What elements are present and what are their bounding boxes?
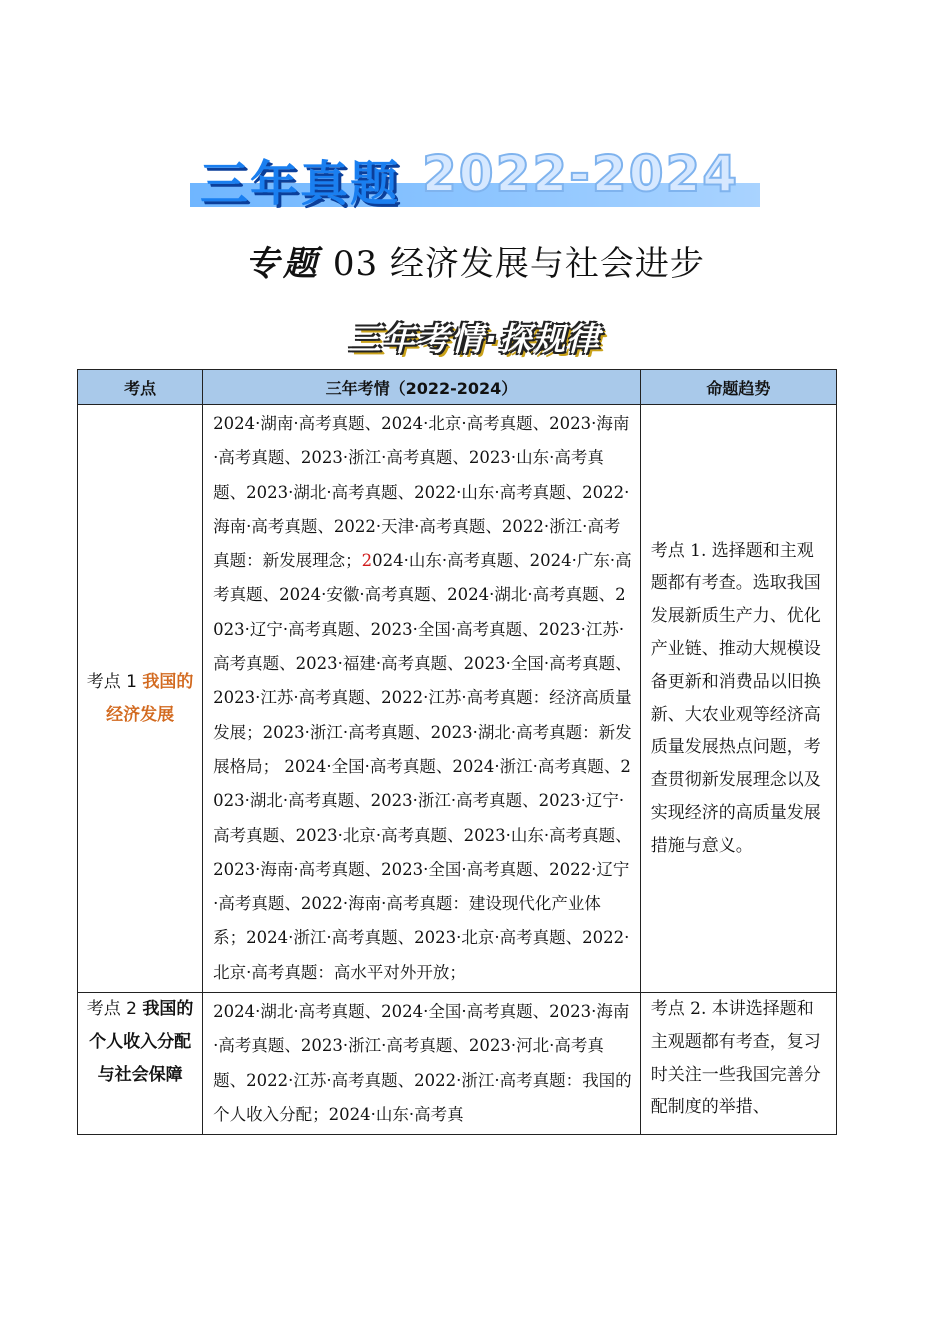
topic-prefix: 考点 2 (86, 999, 143, 1020)
title-prefix: 专题 (245, 244, 322, 284)
header-topic: 考点 (78, 370, 203, 405)
trend-cell: 考点 1. 选择题和主观题都有考查。选取我国发展新质生产力、优化产业链、推动大规模设备更新和消费品以旧换新、大农业观等经济高质量发展热点问题，考查贯彻新发展理念以及实现经济的高质量发展措施与意义。 (640, 405, 836, 993)
table-header-row (78, 370, 837, 405)
topic-prefix: 考点 1 (86, 671, 143, 692)
title-banner (190, 145, 760, 212)
trend-cell: 考点 2. 本讲选择题和主观题都有考查，复习时关注一些我国完善分配制度的举措、 (640, 993, 836, 1135)
exams-text-continued: 024·山东·高考真题、2024·广东·高考真题、2024·安徽·高考真题、2024·湖北·高考真题、2023·辽宁·高考真题、2023·全国·高考真题、2023·江苏·高考真题、2023·福建·高考真题、2023·全国·高考真题、2023·江苏·高考真题、2022·江苏·高考真题：经济高质量发展；2023·浙江·高考真题、2023·湖北·高考真题：新发展格局； 2024·全国·高考真题、2024·浙江·高考真题、2023·湖北·高考真题、2023·浙江·高考真题、2023·辽宁·高考真题、2023·北京·高考真题、2023·山东·高考真题、2023·海南·高考真题、2023·全国·高考真题、2022·辽宁·高考真题、2022·海南·高考真题：建设现代化产业体系；2024·浙江·高考真题、2023·北京·高考真题、2022·北京·高考真题：高水平对外开放； (213, 551, 632, 982)
exams-text: 2024·湖南·高考真题、2024·北京·高考真题、2023·海南·高考真题、2023·浙江·高考真题、2023·山东·高考真题、2023·湖北·高考真题、2022·山东·高考真题、2022·海南·高考真题、2022·天津·高考真题、2022·浙江·高考真题：新发展理念； (213, 414, 630, 571)
exams-cell: 2024·湖北·高考真题、2024·全国·高考真题、2023·海南·高考真题、2023·浙江·高考真题、2023·河北·高考真题、2022·江苏·高考真题、2022·浙江·高考真题：我国的个人收入分配；2024·山东·高考真 (203, 993, 641, 1135)
topic-cell (78, 993, 203, 1135)
topic-name: 我国的经济发展 (106, 671, 194, 725)
title-name: 经济发展与社会进步 (389, 244, 705, 284)
exam-analysis-table (77, 369, 837, 1135)
section-banner: 三年考情·探规律 (348, 320, 602, 358)
topic-name: 我国的个人收入分配与社会保障 (89, 999, 194, 1086)
table-row (78, 405, 837, 993)
title-number: 03 (332, 244, 379, 284)
topic-cell (78, 405, 203, 993)
exams-cell (203, 405, 641, 993)
banner-main-text: 三年真题 (200, 156, 401, 212)
banner-years: 2022-2024 (422, 145, 740, 203)
table-row (78, 993, 837, 1135)
exams-red-digit: 2 (361, 551, 373, 571)
header-trend: 命题趋势 (640, 370, 836, 405)
page-title (0, 236, 950, 285)
header-exams: 三年考情（2022-2024） (203, 370, 641, 405)
